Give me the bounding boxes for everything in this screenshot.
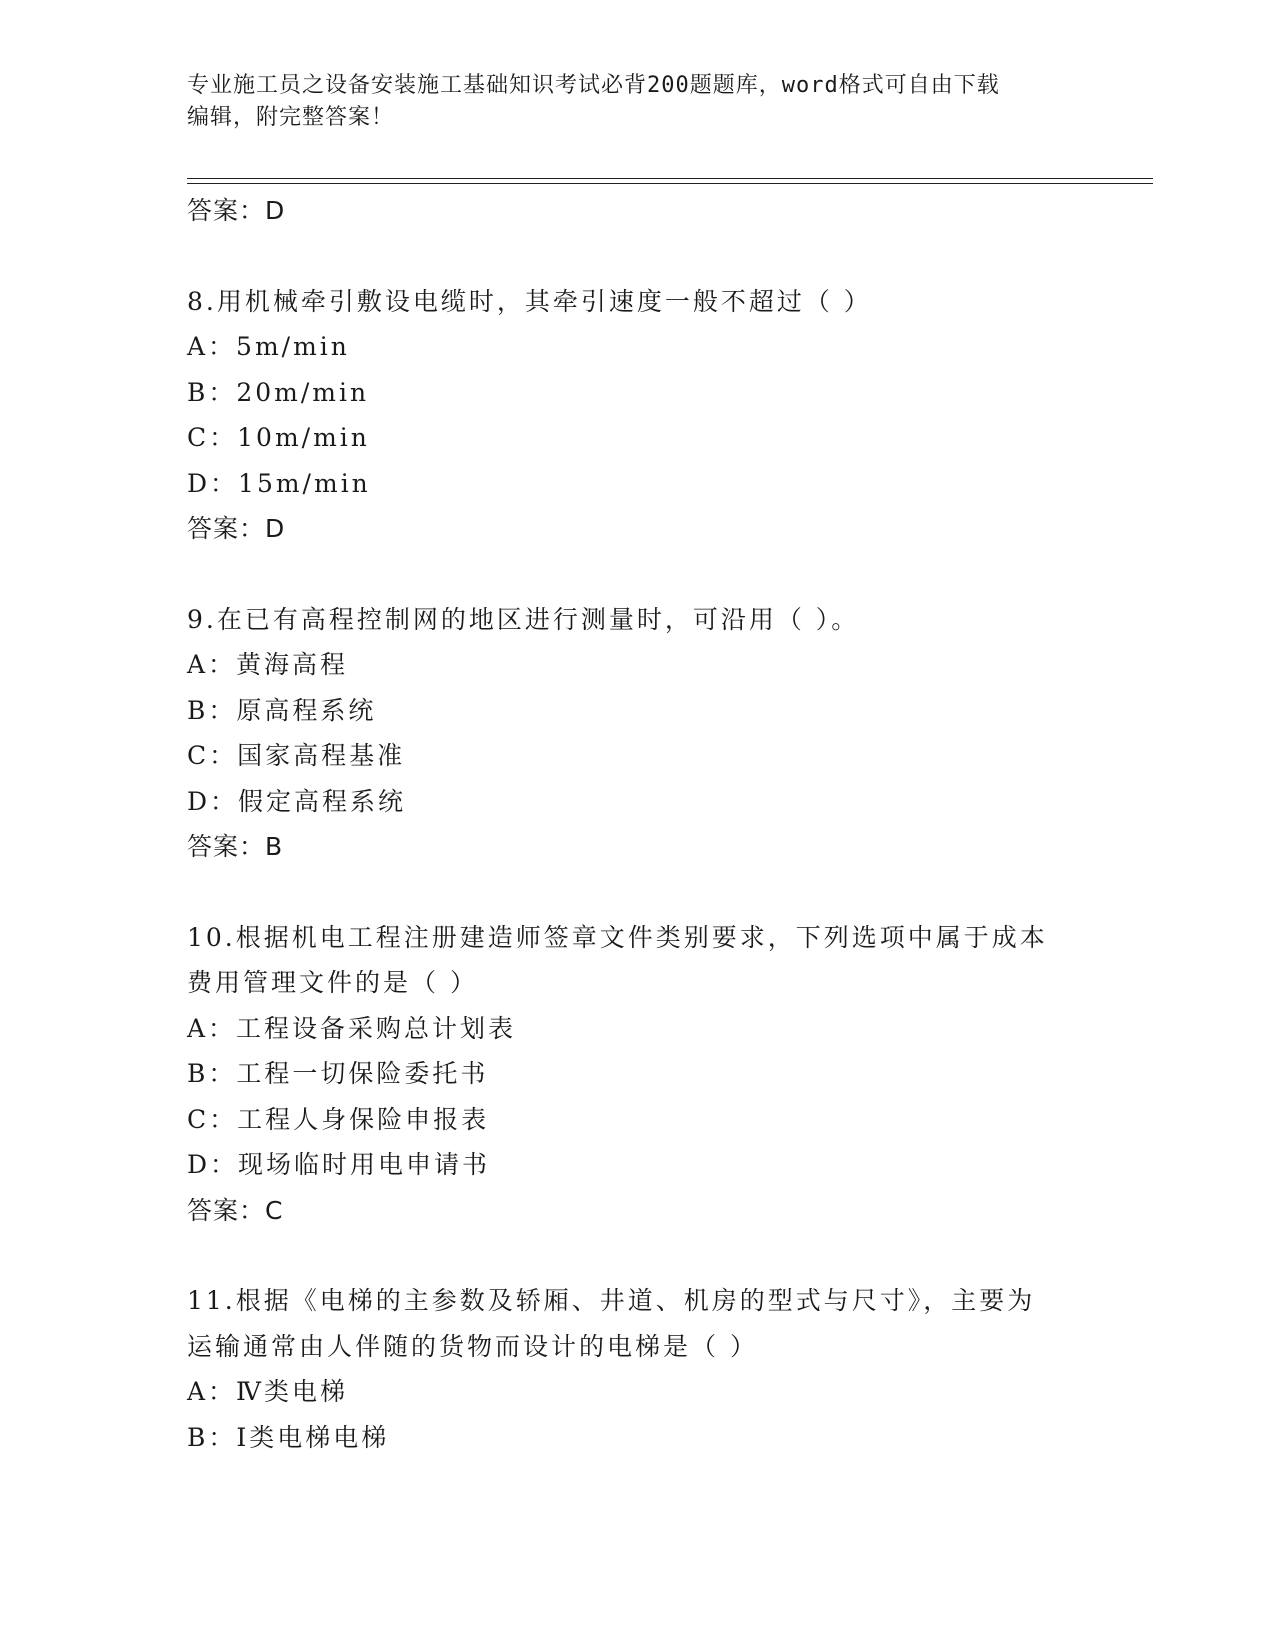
question-list (187, 188, 1087, 1460)
question-8 (187, 279, 1087, 552)
answer-line: 答案：D (187, 196, 286, 225)
option-a: A：黄海高程 (187, 650, 349, 679)
spacer (187, 1233, 1087, 1278)
answer-line: 答案：B (187, 832, 284, 861)
question-11 (187, 1278, 1087, 1460)
question-10 (187, 915, 1087, 1234)
question-stem-line-2: 费用管理文件的是（ ） (187, 968, 478, 997)
option-b: B：原高程系统 (187, 695, 377, 725)
header-line-1: 专业施工员之设备安装施工基础知识考试必背200题题库，word格式可自由下载 (187, 73, 1000, 98)
option-a: A：工程设备采购总计划表 (187, 1013, 517, 1043)
question-stem-line-1: 10.根据机电工程注册建造师签章文件类别要求，下列选项中属于成本 (187, 922, 1048, 952)
option-d: D：15m/min (187, 468, 371, 498)
spacer (187, 870, 1087, 915)
answer-line: 答案：C (187, 1195, 284, 1225)
question-stem-line-1: 11.根据《电梯的主参数及轿厢、井道、机房的型式与尺寸》，主要为 (187, 1286, 1036, 1315)
spacer (187, 552, 1087, 597)
question-stem: 8.用机械牵引敷设电缆时，其牵引速度一般不超过（ ） (187, 286, 872, 316)
option-a: A：5m/min (187, 332, 350, 361)
header-divider-bottom (187, 183, 1153, 184)
spacer (187, 234, 1087, 279)
option-c: C：10m/min (187, 423, 370, 452)
option-d: D：现场临时用电申请书 (187, 1150, 491, 1179)
option-a: A：Ⅳ类电梯 (187, 1377, 349, 1406)
option-b: B：20m/min (187, 377, 370, 407)
question-stem-line-2: 运输通常由人伴随的货物而设计的电梯是（ ） (187, 1331, 758, 1361)
option-b: B：工程一切保险委托书 (187, 1059, 489, 1088)
answer-line: 答案：D (187, 514, 286, 543)
option-d: D：假定高程系统 (187, 786, 407, 816)
header-divider-top (187, 178, 1153, 179)
header-line-2: 编辑，附完整答案！ (187, 105, 395, 130)
option-c: C：工程人身保险申报表 (187, 1104, 490, 1134)
option-b: B：Ⅰ类电梯电梯 (187, 1422, 390, 1452)
document-header (187, 70, 1087, 134)
question-9 (187, 597, 1087, 870)
question-stem: 9.在已有高程控制网的地区进行测量时，可沿用（ ）。 (187, 604, 860, 634)
option-c: C：国家高程基准 (187, 741, 406, 770)
